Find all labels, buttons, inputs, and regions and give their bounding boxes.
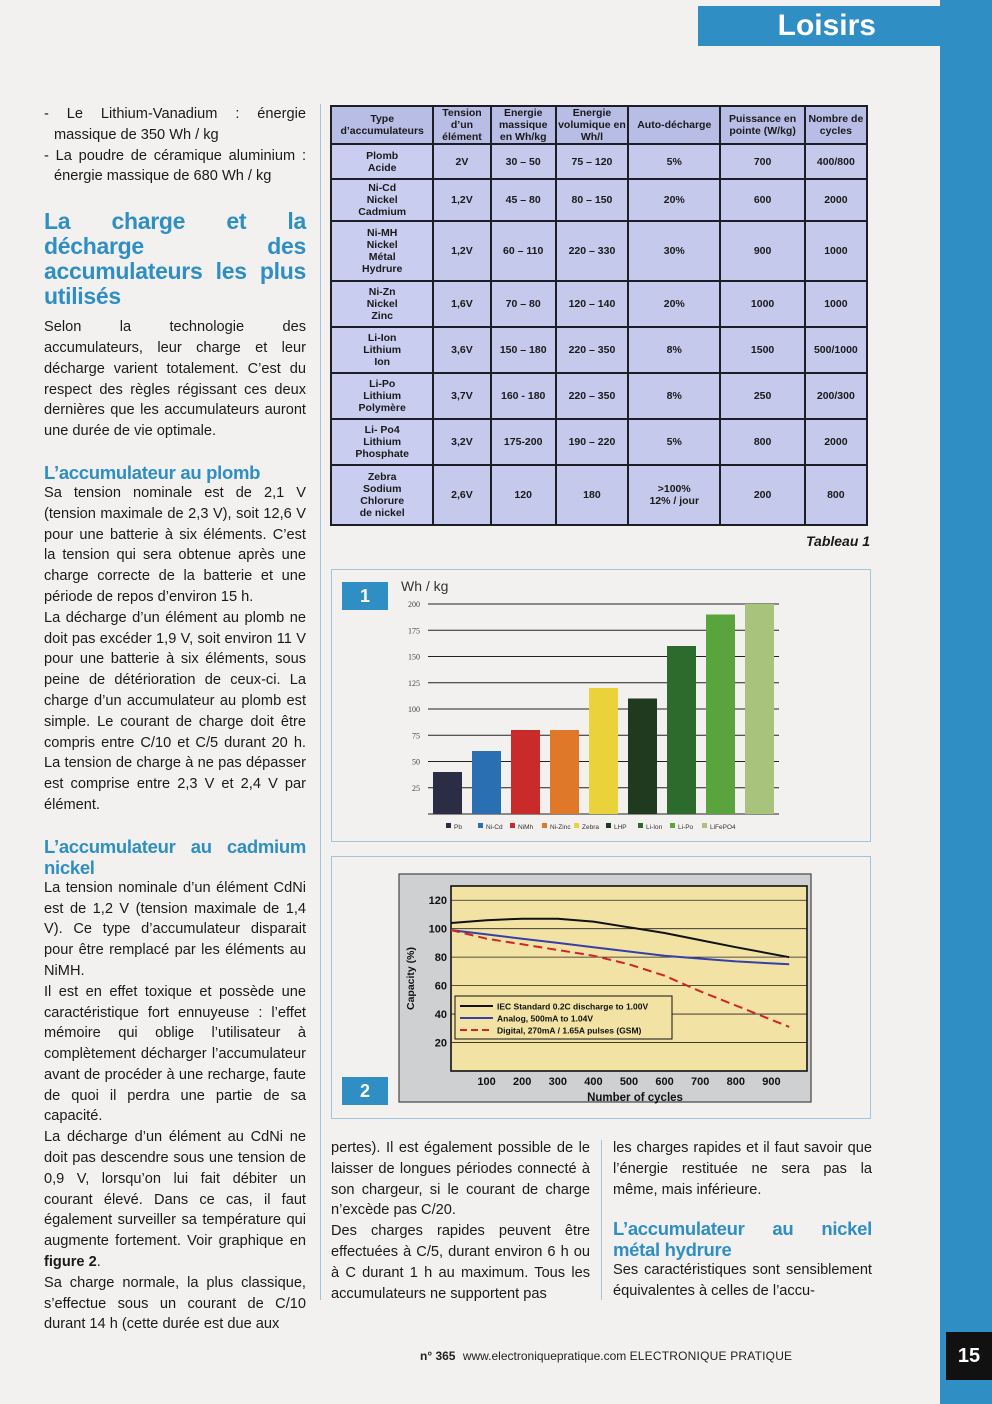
right-paragraph-2: Ses caractéristiques sont sensiblement équivalentes à celles de l’accu- [613, 1262, 872, 1300]
y-tick-label: 120 [428, 895, 447, 908]
table-cell: 250 [720, 373, 804, 419]
table-cell: 8% [628, 373, 720, 419]
y-tick-label: 40 [434, 1009, 447, 1022]
legend-label: NiMh [518, 824, 534, 831]
table-header-cell: Nombre de cycles [805, 106, 867, 144]
table-cell: >100% 12% / jour [628, 465, 720, 525]
table-type-cell: Ni-Cd Nickel Cadmium [331, 179, 433, 221]
y-tick-label: 60 [434, 980, 447, 993]
table-cell: 80 – 150 [556, 179, 628, 221]
y-axis-label: Capacity (%) [405, 946, 417, 1011]
nicd-paragraph-2: Il est en effet toxique et possède une caractéristique fort ennuyeuse : l’effet mémoire qui oblige l’utilisateur à complètement décharger l’accumulateur avant de procéder à une recharge, faute de quoi il perdra une partie de sa capacité. [44, 983, 306, 1125]
legend-swatch [478, 823, 483, 828]
table-cell: 2000 [805, 179, 867, 221]
bar-lifepo4 [745, 604, 774, 814]
nicd-paragraph-1: La tension nominale d’un élément CdNi est de 1,2 V (tension maximale de 1,4 V). Ce type d’accumulateur disparait pour être remplacé par les éléments au NiMH. [44, 879, 306, 979]
y-tick-label: 50 [412, 757, 420, 767]
bar-zebra [589, 688, 618, 814]
table-cell: 150 – 180 [491, 327, 556, 373]
nicd-paragraph-3: La décharge d’un élément au CdNi ne doit pas descendre sous une tension de 0,9 V, lorsqu’on lui fait débiter un courant élevé. Dans ce cas, il faut également surveiller sa température qui augmente fortement. Voir graphique en figure 2. [44, 1129, 306, 1271]
y-tick-label: 25 [412, 783, 420, 793]
legend-swatch [702, 823, 707, 828]
middle-column [331, 1138, 590, 1304]
table-header-row [331, 106, 867, 144]
mid-paragraph-1: pertes). Il est également possible de le laisser de longues périodes connecté à son chargeur, si le courant de charge n’excède pas C/20. [331, 1140, 590, 1219]
website-url: www.electroniquepratique.com [462, 1349, 627, 1363]
table-cell: 5% [628, 419, 720, 465]
bar-ni-zinc [550, 730, 579, 814]
legend-swatch [574, 823, 579, 828]
table-cell: 160 - 180 [491, 373, 556, 419]
legend-label: Digital, 270mA / 1.65A pulses (GSM) [497, 1025, 642, 1036]
bar-pb [433, 772, 462, 814]
table-cell: 180 [556, 465, 628, 525]
table-type-cell: Ni-Zn Nickel Zinc [331, 281, 433, 327]
table-cell: 2V [433, 144, 490, 179]
legend-label: Ni-Cd [486, 824, 503, 831]
lead-paragraph-2: La décharge d’un élément au plomb ne doit pas excéder 1,9 V, soit environ 11 V pour une batterie à six éléments, sous peine de détérioration de ceux-ci. La charge d’un accumulateur au plomb est simple. Le courant de charge doit être compris entre C/10 et C/5 durant 20 h. La tension de charge à ne pas dépasser est comprise entre 2,3 V et 2,4 V par élément. [44, 609, 306, 813]
table-type-cell: Ni-MH Nickel Métal Hydrure [331, 221, 433, 281]
y-tick-label: 200 [408, 600, 420, 609]
legend-label: Pb [454, 824, 462, 831]
y-tick-label: 175 [408, 626, 420, 636]
column-divider [320, 104, 321, 1300]
table-cell: 600 [720, 179, 804, 221]
footer [420, 1349, 792, 1363]
table-cell: 400/800 [805, 144, 867, 179]
table-cell: 2000 [805, 419, 867, 465]
table-row [331, 179, 867, 221]
table-row [331, 373, 867, 419]
table-cell: 800 [720, 419, 804, 465]
legend-label: Analog, 500mA to 1.04V [497, 1013, 594, 1024]
section-heading: La charge et la décharge des accumulateurs les plus utilisés [44, 208, 306, 310]
table-cell: 75 – 120 [556, 144, 628, 179]
subheading-nicd: L’accumulateur au cadmium nickel [44, 835, 306, 878]
table-cell: 220 – 350 [556, 373, 628, 419]
x-tick-label: 400 [584, 1076, 603, 1088]
table-cell: 1,2V [433, 221, 490, 281]
table-cell: 8% [628, 327, 720, 373]
table-header-cell: Auto-décharge [628, 106, 720, 144]
page-number: 15 [946, 1332, 992, 1380]
table-cell: 200 [720, 465, 804, 525]
bar-lipo [706, 615, 735, 815]
x-tick-label: 200 [513, 1076, 532, 1088]
table-cell: 1,2V [433, 179, 490, 221]
table-cell: 2,6V [433, 465, 490, 525]
accumulator-table [330, 105, 868, 526]
legend-box [455, 996, 672, 1039]
right-margin-band [940, 0, 992, 1404]
table-cell: 45 – 80 [491, 179, 556, 221]
legend-label: LHP [614, 824, 627, 831]
right-column [613, 1138, 872, 1302]
y-axis-label: Wh / kg [401, 578, 449, 594]
table-cell: 500/1000 [805, 327, 867, 373]
table-row [331, 419, 867, 465]
x-tick-label: 600 [655, 1076, 674, 1088]
table-cell: 3,6V [433, 327, 490, 373]
table-header-cell: Energie massique en Wh/kg [491, 106, 556, 144]
table-cell: 5% [628, 144, 720, 179]
legend-label: LiFePO4 [710, 824, 736, 831]
table-cell: 3,2V [433, 419, 490, 465]
y-tick-label: 100 [428, 923, 447, 936]
x-tick-label: 500 [619, 1076, 639, 1088]
figure-1-number: 1 [342, 582, 388, 610]
nicd-paragraph-4: Sa charge normale, la plus classique, s’effectue sous un courant de C/10 durant 14 h (cette durée est due aux [44, 1274, 306, 1333]
table-cell: 120 [491, 465, 556, 525]
capacity-cycles-line-chart [331, 856, 869, 1117]
figure-reference: figure 2 [44, 1254, 97, 1271]
y-tick-label: 80 [434, 952, 447, 965]
legend-label: IEC Standard 0.2C discharge to 1.00V [497, 1001, 649, 1012]
legend-label: Li-Po [678, 824, 694, 831]
energy-density-bar-chart [331, 569, 869, 840]
table-header-cell: Type d’accumulateurs [331, 106, 433, 144]
x-tick-label: 700 [691, 1076, 710, 1088]
table-row [331, 327, 867, 373]
figure-2-number: 2 [342, 1077, 388, 1105]
section-tab: Loisirs [698, 6, 940, 46]
legend-swatch [542, 823, 547, 828]
table-type-cell: Li- Po4 Lithium Phosphate [331, 419, 433, 465]
table-cell: 200/300 [805, 373, 867, 419]
table-cell: 220 – 350 [556, 327, 628, 373]
table-row [331, 465, 867, 525]
bar-lhp [628, 699, 657, 815]
table-cell: 700 [720, 144, 804, 179]
legend-swatch [510, 823, 515, 828]
y-tick-label: 100 [408, 705, 420, 714]
table-cell: 1000 [805, 281, 867, 327]
table-cell: 20% [628, 281, 720, 327]
y-tick-label: 20 [434, 1037, 447, 1050]
bullet-ceramic-powder: - La poudre de céramique aluminium : énergie massique de 680 Wh / kg [44, 147, 306, 185]
table-cell: 1500 [720, 327, 804, 373]
table-row [331, 221, 867, 281]
plot-area [451, 886, 807, 1071]
table-type-cell: Zebra Sodium Chlorure de nickel [331, 465, 433, 525]
legend-label: Ni-Zinc [550, 824, 571, 831]
right-paragraph-1: les charges rapides et il faut savoir que l’énergie restituée ne sera pas la même, mais inférieure. [613, 1140, 872, 1198]
table-cell: 190 – 220 [556, 419, 628, 465]
legend-swatch [446, 823, 451, 828]
legend-label: Li-Ion [646, 824, 663, 831]
issue-number: n° 365 [420, 1349, 456, 1363]
table-cell: 900 [720, 221, 804, 281]
table-cell: 120 – 140 [556, 281, 628, 327]
table-cell: 20% [628, 179, 720, 221]
bar-l-ion [667, 646, 696, 814]
subheading-lead: L’accumulateur au plomb [44, 461, 261, 483]
bar-nimh [511, 730, 540, 814]
y-tick-label: 125 [408, 678, 420, 688]
table-cell: 30% [628, 221, 720, 281]
legend-swatch [638, 823, 643, 828]
x-tick-label: 800 [726, 1076, 745, 1088]
table-cell: 70 – 80 [491, 281, 556, 327]
mid-paragraph-2: Des charges rapides peuvent être effectuées à C/5, durant environ 6 h ou à C durant 1 h au maximum. Tous les accumulateurs ne supportent pas [331, 1223, 590, 1302]
table-cell: 1000 [805, 221, 867, 281]
x-tick-label: 300 [548, 1076, 567, 1088]
legend-swatch [670, 823, 675, 828]
table-type-cell: Li-Po Lithium Polymère [331, 373, 433, 419]
table-cell: 220 – 330 [556, 221, 628, 281]
table-cell: 1000 [720, 281, 804, 327]
y-tick-label: 150 [408, 652, 420, 662]
table-caption: Tableau 1 [806, 533, 871, 549]
table-cell: 175-200 [491, 419, 556, 465]
bullet-lithium-vanadium: - Le Lithium-Vanadium : énergie massique de 350 Wh / kg [44, 106, 306, 143]
bar-ni-cd [472, 751, 501, 814]
subheading-nimh: L’accumulateur au nickel métal hydrure [613, 1218, 872, 1261]
intro-paragraph: Selon la technologie des accumulateurs, leur charge et leur décharge varient totalement. C’est du respect des règles régissant ces deux dernières que les accumulateurs auront une durée de vie optimale. [44, 319, 306, 440]
x-tick-label: 900 [762, 1076, 781, 1088]
table-cell: 3,7V [433, 373, 490, 419]
legend-label: Zebra [582, 824, 599, 831]
table-cell: 30 – 50 [491, 144, 556, 179]
column-divider [601, 1140, 602, 1300]
table-type-cell: Plomb Acide [331, 144, 433, 179]
y-tick-label: 75 [412, 731, 420, 741]
legend-swatch [606, 823, 611, 828]
table-row [331, 144, 867, 179]
table-header-cell: Puissance en pointe (W/kg) [720, 106, 804, 144]
table-cell: 800 [805, 465, 867, 525]
table-header-cell: Energie volumique en Wh/l [556, 106, 628, 144]
x-tick-label: 100 [477, 1076, 496, 1088]
left-column [44, 104, 306, 1335]
table-cell: 60 – 110 [491, 221, 556, 281]
lead-paragraph-1: Sa tension nominale est de 2,1 V (tension maximale de 2,3 V), soit 12,6 V pour une batterie à six éléments. C’est la tension qui sera obtenue après une charge correcte de la batterie et une période de repos d’environ 15 h. [44, 484, 306, 605]
table-type-cell: Li-Ion Lithium Ion [331, 327, 433, 373]
magazine-name: ELECTRONIQUE PRATIQUE [629, 1349, 793, 1363]
x-axis-label: Number of cycles [587, 1092, 683, 1104]
table-row [331, 281, 867, 327]
table-header-cell: Tension d’un élément [433, 106, 490, 144]
table-cell: 1,6V [433, 281, 490, 327]
